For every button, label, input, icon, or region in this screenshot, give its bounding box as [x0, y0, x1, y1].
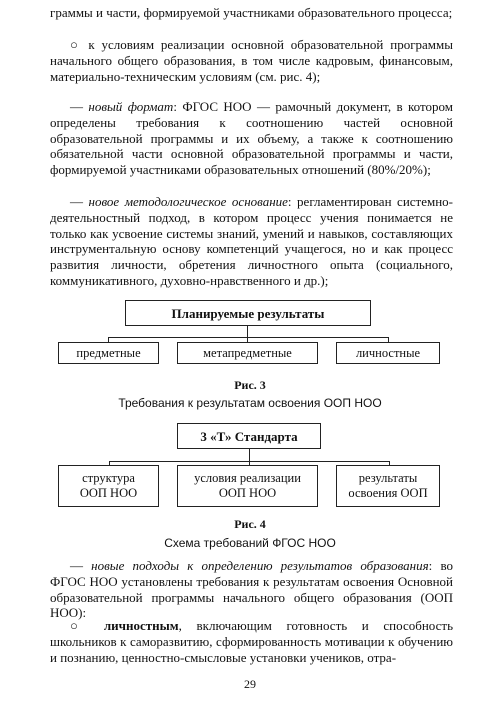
- paragraph-personal-results: [50, 618, 453, 665]
- paragraph-new-format: [50, 99, 453, 178]
- paragraph-text: , включающим готовность и способность школьников к саморазвитию, сформированность мотивации к обучению и познанию, ценностно-смысловые установки учеников, отра-: [50, 618, 453, 665]
- page-number: 29: [244, 677, 256, 691]
- dash-marker: —: [70, 194, 89, 209]
- fig4-item-line2: ООП НОО: [79, 486, 138, 500]
- fig4-item-line2: ООП НОО: [218, 486, 277, 500]
- fig3-item-label: предметные: [76, 345, 141, 360]
- fig4-item-line2: освоения ООП: [348, 486, 428, 500]
- paragraph-methodology: [50, 194, 453, 289]
- fig3-caption-number: Рис. 3: [234, 378, 266, 392]
- paragraph-text: граммы и части, формируемой участниками образовательного процесса;: [50, 5, 453, 20]
- fig3-box-personal: [336, 342, 440, 364]
- fig4-caption-text: Схема требований ФГОС НОО: [164, 536, 336, 550]
- paragraph-text: : ФГОС НОО — рамочный документ, в котором определены требования к соотношению частей основной образовательной программы и их объему, а также к соотношению обязательной части основной образовательной программы и части, формируемой участниками образовательных отношений (80%/20%);: [50, 99, 454, 178]
- paragraph-text: ○ к условиям реализации основной образовательной программы начального общего образования, в том числе кадровым, финансовым, материально-техническим условиям (см. рис. 4);: [50, 37, 453, 84]
- fig4-title: 3 «Т» Стандарта: [200, 428, 298, 444]
- paragraph-text: : во ФГОС НОО установлены требования к результатам освоения Основной образовательной программы начального общего образования (ООП НОО):: [50, 558, 453, 621]
- fig3-box-metasubject: [177, 342, 318, 364]
- fig3-title: Планируемые результаты: [171, 305, 325, 321]
- fig4-caption-number: Рис. 4: [234, 517, 266, 531]
- fig4-item-line1: структура: [82, 471, 135, 485]
- fig4-title-box: [177, 423, 321, 449]
- paragraph-new-approaches: [50, 558, 453, 621]
- fig3-caption-text: Требования к результатам освоения ООП НОО: [118, 396, 382, 410]
- paragraph-continuation: [50, 5, 453, 21]
- italic-term: новое методологическое основание: [88, 194, 288, 209]
- fig3-connector-horizontal: [108, 337, 388, 338]
- paragraph-text: : регламентирован системно-деятельностный подход, в котором процесс учения понимается не только как усвоение системы знаний, умений и навыков, составляющих инструментальную основу компетенций учащегося, но и как процесс развития личности, обретения личностного опыта (социального, коммуникативного, духовно-нравственного и др.);: [50, 194, 454, 288]
- fig3-title-box: [125, 300, 371, 326]
- fig4-box-results: [336, 465, 440, 507]
- fig4-box-conditions: [177, 465, 318, 507]
- bullet-marker: ○: [70, 618, 104, 633]
- fig4-box-structure: [58, 465, 159, 507]
- fig3-item-label: личностные: [355, 345, 421, 360]
- fig3-item-label: метапредметные: [203, 345, 292, 360]
- dash-marker: —: [70, 99, 89, 114]
- fig3-box-subject: [58, 342, 159, 364]
- italic-term: новый формат: [88, 99, 174, 114]
- paragraph-conditions: [50, 37, 453, 84]
- fig4-item-line1: условия реализации: [194, 471, 301, 485]
- bold-term: личностным: [103, 618, 179, 633]
- fig4-item-line1: результаты: [358, 471, 418, 485]
- italic-term: новые подходы к определению результатов образования: [91, 558, 429, 573]
- dash-marker: —: [70, 558, 92, 573]
